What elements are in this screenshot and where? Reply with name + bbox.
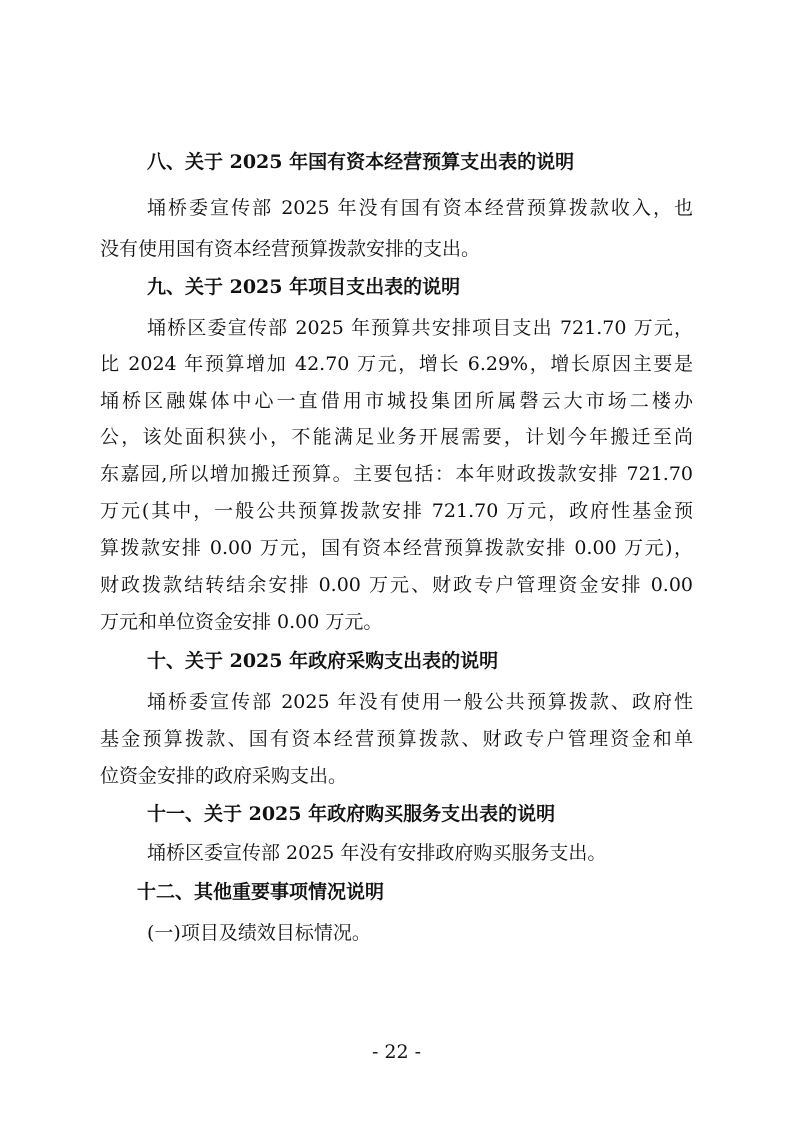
paragraph-line: 万元(其中，一般公共预算拨款安排 721.70 万元，政府性基金预 — [100, 500, 693, 522]
paragraph-line: 东嘉园,所以增加搬迁预算。主要包括：本年财政拨款安排 721.70 — [100, 463, 693, 485]
paragraph-line: 没有使用国有资本经营预算拨款安排的支出。 — [100, 238, 481, 260]
paragraph-line: 算拨款安排 0.00 万元，国有资本经营预算拨款安排 0.00 万元)， — [100, 537, 693, 559]
page-number: - 22 - — [371, 1041, 422, 1063]
paragraph-line: 基金预算拨款、国有资本经营预算拨款、财政专户管理资金和单 — [100, 728, 693, 750]
paragraph-line: 埇桥区委宣传部 2025 年预算共安排项目支出 721.70 万元， — [147, 317, 693, 339]
paragraph-line: 埇桥区融媒体中心一直借用市城投集团所属磬云大市场二楼办 — [100, 390, 693, 412]
section-heading-11: 十一、关于 2025 年政府购买服务支出表的说明 — [147, 803, 556, 825]
section-heading-9: 九、关于 2025 年项目支出表的说明 — [147, 276, 461, 298]
section-heading-10: 十、关于 2025 年政府采购支出表的说明 — [147, 650, 499, 672]
section-heading-8: 八、关于 2025 年国有资本经营预算支出表的说明 — [147, 151, 575, 173]
paragraph-line: 埇桥委宣传部 2025 年没有国有资本经营预算拨款收入，也 — [147, 197, 693, 219]
paragraph-line: 比 2024 年预算增加 42.70 万元，增长 6.29%，增长原因主要是 — [100, 353, 693, 375]
paragraph-line: 财政拨款结转结余安排 0.00 万元、财政专户管理资金安排 0.00 — [100, 574, 693, 596]
paragraph-line: 万元和单位资金安排 0.00 万元。 — [100, 611, 383, 633]
section-heading-12: 十二、其他重要事项情况说明 — [137, 881, 385, 903]
paragraph-line: 位资金安排的政府采购支出。 — [100, 765, 348, 787]
paragraph-line: 埇桥委宣传部 2025 年没有使用一般公共预算拨款、政府性 — [147, 691, 693, 713]
paragraph-line: 公，该处面积狭小，不能满足业务开展需要，计划今年搬迁至尚 — [100, 426, 693, 448]
paragraph-line: 埇桥区委宣传部 2025 年没有安排政府购买服务支出。 — [147, 842, 607, 864]
paragraph-line: (一)项目及绩效目标情况。 — [147, 922, 371, 944]
